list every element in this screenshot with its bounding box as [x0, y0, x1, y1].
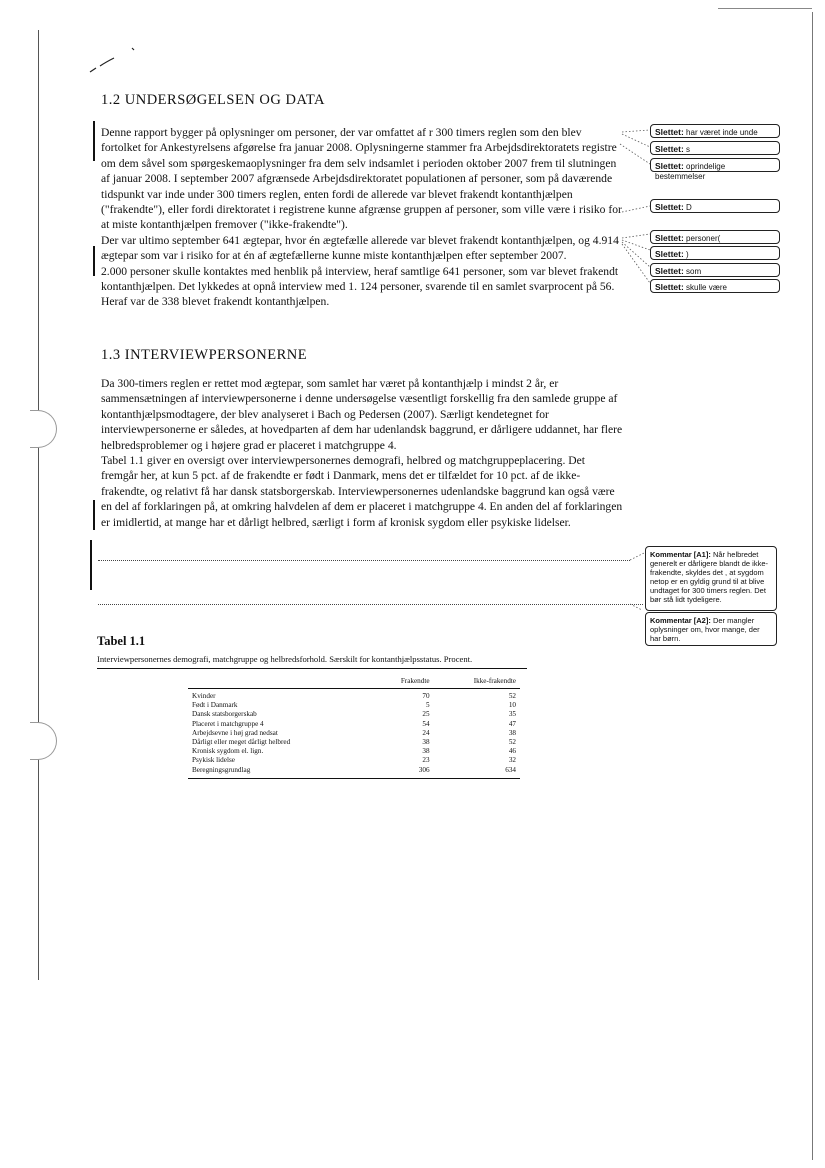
deletion-text: ) [686, 250, 689, 259]
balloon-connectors [600, 120, 652, 300]
text-line: sammensætningen af interviewpersonerne i denne undersøgelse væsentligt forskellig fra den samlede gruppe af [101, 392, 618, 406]
comment-anchor-line [98, 560, 630, 561]
deletion-label: Slettet: [655, 266, 684, 276]
cell-frakendte: 25 [422, 710, 430, 719]
deletion-text: D [686, 203, 692, 212]
cell-frakendte: 5 [425, 701, 430, 710]
deletion-balloon[interactable] [650, 199, 780, 213]
deletion-balloon[interactable] [650, 246, 780, 260]
row-label: Dansk statsborgerskab [192, 710, 257, 719]
table-row [188, 701, 520, 710]
column-header [188, 675, 370, 689]
deletion-label: Slettet: [655, 202, 684, 212]
text-line: Denne rapport bygger på oplysninger om personer, der var omfattet af r 300 timers reglen som den blev [101, 126, 582, 139]
row-label: Født i Danmark [192, 701, 238, 710]
table-row [188, 756, 520, 765]
row-label: Beregningsgrundlag [188, 766, 370, 779]
cell-frakendte: 23 [422, 756, 430, 765]
cell-frakendte: 38 [422, 738, 430, 747]
pen-mark [88, 44, 138, 78]
text-line: ægtepar som var i risiko for at én af ægtefællerne kunne miste kontanthjælpen efter september 2007. [101, 249, 567, 263]
text-line: kontanthjælpsmodtagere, der blev analyseret i Bach og Pedersen (2007). Særligt kendetegnet for [101, 407, 549, 421]
deletion-text: skulle være [686, 283, 727, 292]
text-line: ("frakendte"), eller fordi direktoratet i registrene kunne afgrænse gruppen af personer, som ville være i risiko for [101, 203, 622, 217]
deletion-balloon[interactable] [650, 263, 780, 277]
deletion-text: har været inde unde [686, 128, 758, 137]
text-line: frakendte, og relativt få har dansk statsborgerskab. Interviewpersonernes udenlandske baggrund kan også være [101, 484, 615, 498]
text-line: fortolket for Ankestyrelsens afgørelse fra januar 2008. Oplysningerne stammer fra Arbejdsdirektoratets registre [101, 141, 617, 155]
text-line: Heraf var de 338 blevet frakendt kontanthjælpen. [101, 295, 330, 309]
cell-ikke-frakendte: 634 [434, 766, 520, 779]
text-line: interviewpersonerne er således, at hovedparten af dem har udenlandsk baggrund, er dårligere uddannet, har flere [101, 423, 623, 437]
cell-ikke-frakendte: 10 [508, 701, 516, 710]
comment-balloon-a1[interactable] [645, 546, 777, 611]
text-line: kontanthjælpen. Det lykkedes at opnå interview med 1. 124 personer, svarende til en samlet svarprocent på 56. [101, 280, 615, 294]
text-line: Tabel 1.1 giver en oversigt over interviewpersonernes demografi, helbred og matchgruppeplacering. Det [101, 454, 586, 468]
text-line: at miste kontanthjælpen fremover ("ikke-frakendte"). [101, 218, 348, 232]
cell-ikke-frakendte: 38 [508, 728, 516, 737]
comment-balloon-a2[interactable] [645, 612, 777, 646]
row-label: Psykisk lidelse [192, 756, 235, 765]
comment-label: Kommentar [A2]: [650, 616, 711, 625]
table-row [188, 766, 520, 779]
change-bar [93, 500, 95, 530]
cell-ikke-frakendte: 35 [508, 710, 516, 719]
section-1-3-body [101, 376, 623, 530]
table-header-row [188, 675, 520, 689]
text-line: er imidlertid, at mange har et dårligt helbred, særligt i form af kronisk sygdom eller psykiske lidelser. [101, 515, 571, 529]
deletion-label: Slettet: [655, 249, 684, 259]
punch-hole [30, 410, 57, 448]
column-header: Frakendte [370, 675, 433, 689]
cell-ikke-frakendte: 46 [508, 747, 516, 756]
cell-ikke-frakendte: 52 [508, 692, 516, 700]
row-label: Kvinder [192, 692, 216, 700]
comment-label: Kommentar [A1]: [650, 550, 711, 559]
data-table [188, 675, 520, 779]
deletion-label: Slettet: [655, 161, 684, 171]
text-line: en del af forklaringen på, at omkring halvdelen af dem er placeret i matchgruppe 4. En anden del af forklaringen [101, 500, 623, 514]
table-title: Tabel 1.1 [97, 634, 146, 648]
deletion-text: som [686, 267, 702, 276]
cell-frakendte: 54 [422, 719, 430, 728]
section-1-2-body [101, 125, 621, 310]
table-row [188, 710, 520, 719]
row-label: Arbejdsevne i høj grad nedsat [192, 728, 278, 737]
text-line: 2.000 personer skulle kontaktes med henblik på interview, heraf samtlige 641 personer, som var blevet frakendt [101, 264, 619, 278]
table-row [188, 747, 520, 756]
text-line: om dem såvel som spørgeskemaoplysninger fra dem selv indsamlet i perioden oktober 2007 frem til slutningen [101, 156, 617, 170]
column-header: Ikke-frakendte [434, 675, 520, 689]
text-line: Der var ultimo september 641 ægtepar, hvor én ægtefælle allerede var blevet frakendt kontanthjælpen, og 4.914 [101, 233, 619, 247]
text-line: helbredsproblemer og i højere grad er placeret i matchgruppe 4. [101, 438, 397, 452]
row-label: Placeret i matchgruppe 4 [192, 719, 264, 728]
deletion-balloon[interactable] [650, 279, 780, 293]
text-line: tidspunkt var inde under 300 timers reglen, enten fordi de allerede var blevet frakendt kontanthjælpen [101, 187, 573, 201]
deletion-balloon[interactable] [650, 124, 780, 138]
cell-frakendte: 70 [422, 692, 430, 700]
deletion-text: oprindelige bestemmelser [655, 162, 726, 181]
page-edge-right [812, 12, 813, 1160]
deletion-text: s [686, 145, 691, 154]
deletion-label: Slettet: [655, 233, 684, 243]
text-line: af januar 2008. I september 2007 afgrænsede Arbejdsdirektoratet populationen af personer, som på daværende [101, 172, 613, 186]
deletion-balloon[interactable] [650, 230, 780, 244]
deletion-balloon[interactable] [650, 158, 780, 181]
caption-rule [97, 668, 527, 669]
comment-text: Der mangler oplysninger om, hvor mange, der har børn. [650, 616, 760, 643]
cell-frakendte: 24 [422, 728, 430, 737]
cell-ikke-frakendte: 52 [508, 738, 516, 747]
row-label: Dårligt eller meget dårligt helbred [192, 738, 291, 747]
change-bar [90, 540, 92, 590]
table-row [188, 689, 520, 702]
deletion-text: personer( [686, 234, 721, 243]
table-row [188, 720, 520, 729]
page-edge-top [718, 8, 812, 9]
cell-frakendte: 38 [422, 747, 430, 756]
deletion-label: Slettet: [655, 282, 684, 292]
table-row [188, 738, 520, 747]
comment-anchor-line [98, 604, 643, 605]
cell-ikke-frakendte: 32 [508, 756, 516, 765]
table-row [188, 729, 520, 738]
text-line: fremgår her, at kun 5 pct. af de frakendte er født i Danmark, mens det er tilfældet for 10 pct. af de ikke- [101, 469, 581, 483]
row-label: Kronisk sygdom el. lign. [192, 747, 264, 756]
deletion-label: Slettet: [655, 144, 684, 154]
table-caption: Interviewpersonernes demografi, matchgruppe og helbredsforhold. Særskilt for kontanthjælpsstatus. Procent. [97, 654, 473, 664]
section-heading-1-3: 1.3 INTERVIEWPERSONERNE [101, 347, 308, 363]
change-bar [93, 246, 95, 276]
deletion-label: Slettet: [655, 127, 684, 137]
deletion-balloon[interactable] [650, 141, 780, 155]
cell-frakendte: 306 [370, 766, 433, 779]
punch-hole [30, 722, 57, 760]
text-line: Da 300-timers reglen er rettet mod ægtepar, som samlet har været på kontanthjælp i mindst 2 år, er [101, 377, 559, 390]
change-bar [93, 121, 95, 161]
left-margin-line [38, 30, 39, 980]
cell-ikke-frakendte: 47 [508, 719, 516, 728]
section-heading-1-2: 1.2 UNDERSØGELSEN OG DATA [101, 92, 326, 108]
comment-text: Når helbredet generelt er dårligere blandt de ikke-frakendte, skyldes det , at sygdom netop er en gyldig grund til at blive undtaget for 300 timers reglen. Det bør stå lidt tydeligere. [650, 550, 768, 604]
